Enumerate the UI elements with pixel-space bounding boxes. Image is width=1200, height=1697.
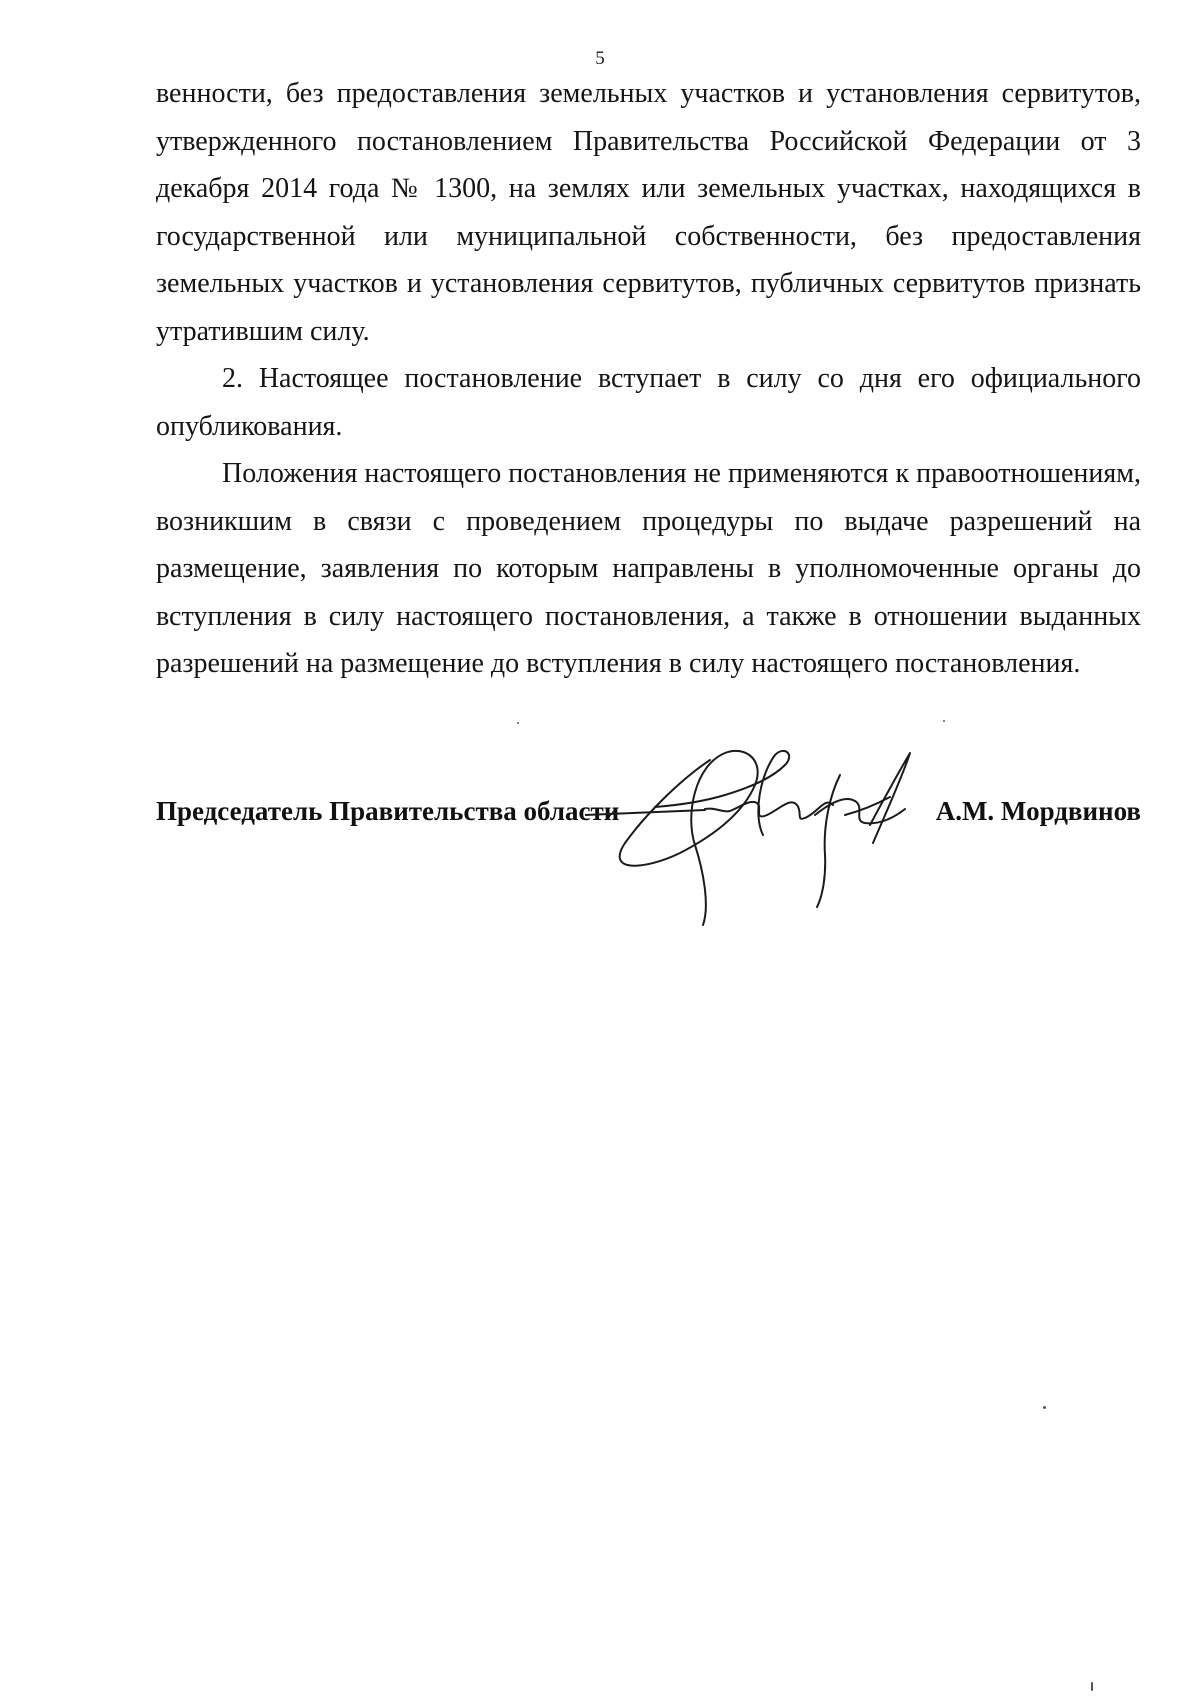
document-body [156,70,1141,688]
paragraph-continuation: венности, без предоставления земельных участков и установления сервитутов, утвержденного постановлением Правительства Российской Федерации от 3 декабря 2014 года № 1300, на землях или земельных участках, находящихся в государственной или муниципальной собственности, без предоставления земельных участков и установления сервитутов, публичных сервитутов признать утратившим силу. [156,78,1141,347]
page-number: 5 [595,48,605,69]
signatory-name: А.М. Мордвинов [935,796,1141,826]
scan-speck [1091,1682,1093,1691]
handwritten-signature [585,735,945,935]
paragraph-effective-date: 2. Настоящее постановление вступает в силу со дня его официального опубликования. [156,363,1141,442]
scan-speck [943,720,945,722]
signatory-title: Председатель Правительства области [156,796,620,826]
scan-speck [1043,1406,1046,1409]
paragraph-applicability: Положения настоящего постановления не применяются к правоотношениям, возникшим в связи с проведением процедуры по выдаче разрешений на размещение, заявления по которым направлены в уполномоченные органы до вступления в силу настоящего постановления, а также в отношении выданных разрешений на размещение до вступления в силу настоящего постановления. [156,458,1141,679]
scan-speck [517,722,519,724]
